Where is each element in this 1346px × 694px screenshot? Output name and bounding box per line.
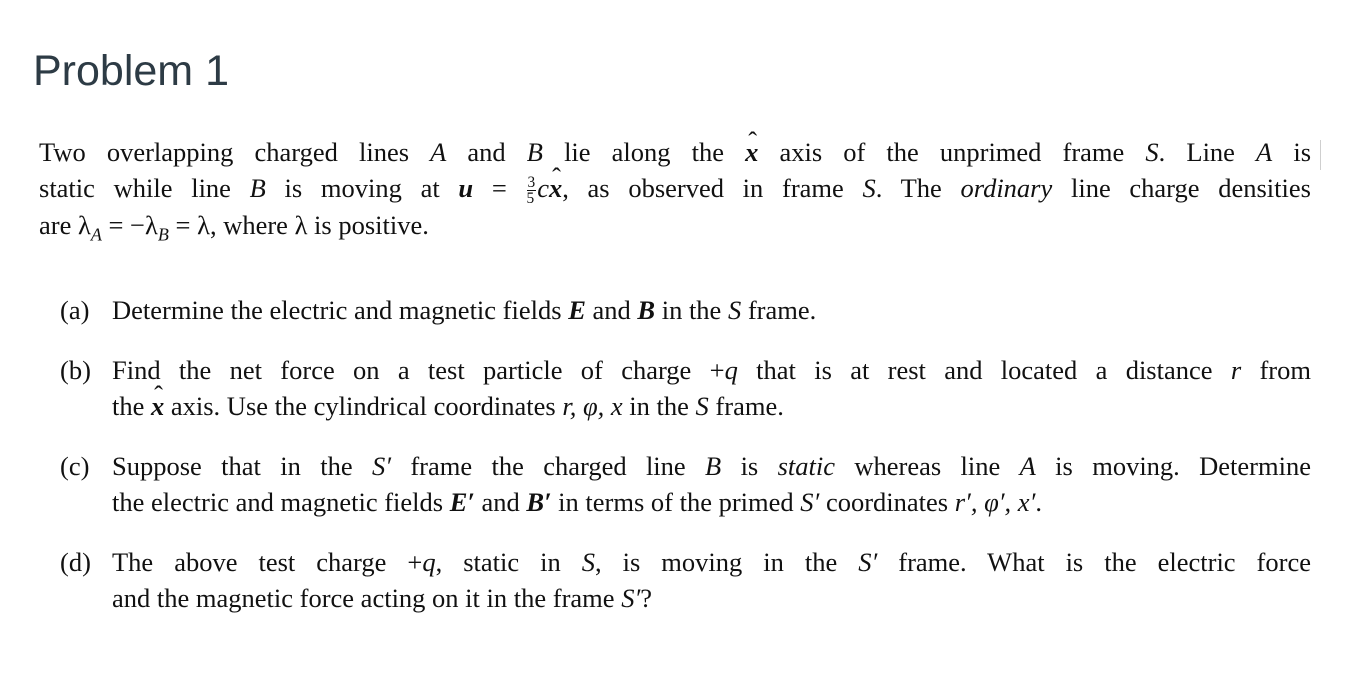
- velocity-symbol: u: [458, 173, 474, 203]
- part-b: (b) Find the net force on a test particle of charge +q that is at rest and located a distance r from the x ˆ axis. Use the cylindrical coordinates r, φ, x in the S frame.: [60, 352, 1311, 424]
- part-a: (a) Determine the electric and magnetic fields E and B in the S frame.: [60, 292, 1311, 328]
- statement-line-2: static while line B is moving at u = $\frac{3}{5}$ cx ˆ, as observed in frame S. The ordinary line charge densities: [39, 170, 1311, 207]
- part-marker: (a): [60, 295, 90, 325]
- part-marker: (b): [60, 355, 91, 385]
- x-hat-symbol: x ˆ: [745, 134, 758, 170]
- text-cursor: [1320, 140, 1321, 170]
- part-d: (d) The above test charge +q, static in S, is moving in the S′ frame. What is the electric force and the magnetic force acting on it in the frame S′?: [60, 544, 1311, 616]
- statement-line-1: Two overlapping charged lines A and B lie along the x ˆ axis of the unprimed frame S. Line A is: [39, 134, 1311, 170]
- part-c: (c) Suppose that in the S′ frame the charged line B is static whereas line A is moving. Determine the electric and magnetic fields E′ and B′ in terms of the primed S′ coordinates r′, φ′, x′.: [60, 448, 1311, 520]
- page-title: Problem 1: [33, 47, 229, 95]
- part-marker: (c): [60, 451, 90, 481]
- statement-line-3: are $\lambda_A = -\lambda_B = \lambda$, where λ is positive.: [39, 209, 429, 245]
- part-marker: (d): [60, 547, 91, 577]
- problem-parts-list: [60, 292, 1311, 616]
- problem-statement: [39, 134, 1311, 243]
- fraction-three-fifths: $\frac{3}{5}$: [526, 174, 536, 208]
- x-hat-symbol: x ˆ: [151, 388, 164, 424]
- x-hat-symbol: x ˆ: [549, 170, 562, 206]
